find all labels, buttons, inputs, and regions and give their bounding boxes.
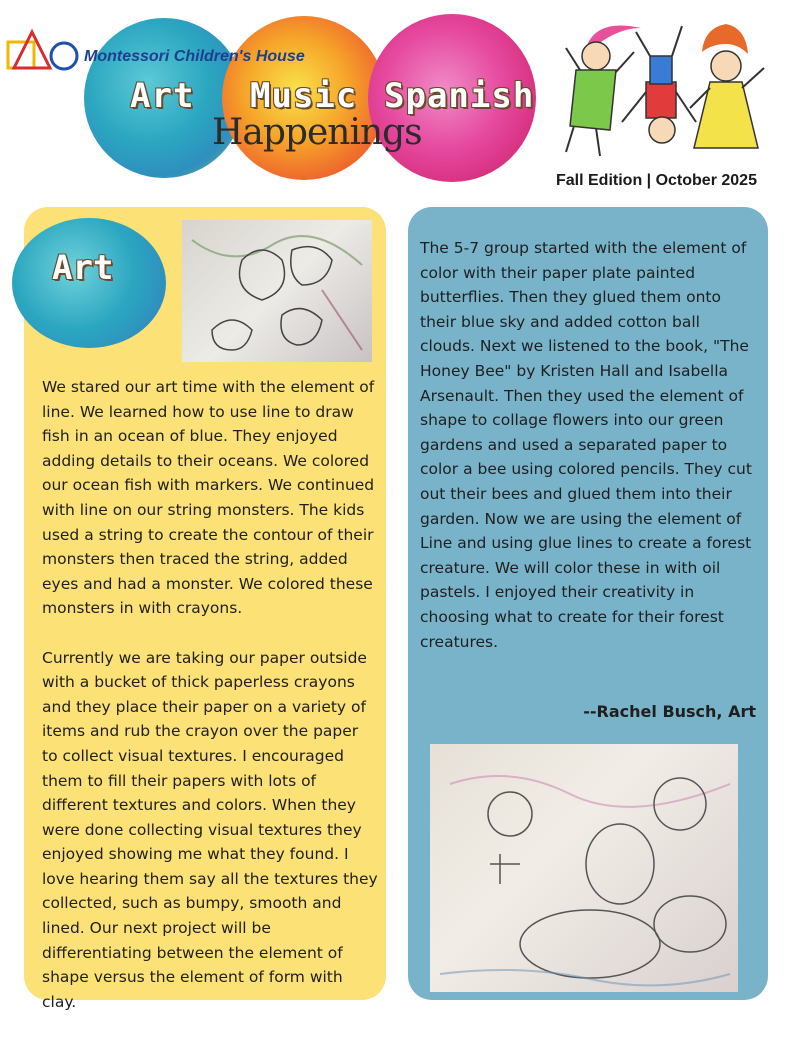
forest-creature-drawing-photo [430, 744, 738, 992]
header-word-music: Music [250, 76, 358, 116]
art-panel-text [42, 375, 378, 1039]
string-monster-drawing-photo [182, 220, 372, 362]
dancing-kids-illustration [546, 8, 782, 168]
art-paragraph-1: We stared our art time with the element of line. We learned how to use line to draw fish in an ocean of blue. They enjoyed adding details to their oceans. We colored our ocean fish with markers. We continued with line on our string monsters. The kids used a string to create the contour of their monsters then traced the string, added eyes and had a monster. We colored these monsters in with crayons. [42, 378, 375, 618]
signature: --Rachel Busch, Art [583, 702, 756, 721]
art-paragraph-2: Currently we are taking our paper outside with a bucket of thick paperless crayons and they place their paper on a variety of items and rub the crayon over the paper to collect visual textures. I encouraged them to fill their papers with lots of different textures and colors. When they were done collecting visual textures they enjoyed showing me what they found. I love hearing them say all the textures they collected, such as bumpy, smooth and lined. Our next project will be differentiating between the element of shape versus the element of form with clay. [42, 648, 378, 1011]
edition-label: Fall Edition | October 2025 [556, 172, 757, 189]
header-word-spanish: Spanish [384, 76, 535, 116]
group-5-7-paragraph: The 5-7 group started with the element of color with their paper plate painted butterflies. Then they glued them onto their blue sky and added cotton ball clouds. Next we listened to the book, "The Honey Bee" by Kristen Hall and Isabella Arsenault. Then they used the element of shape to collage flowers into our green gardens and used a separated paper to color a bee using colored pencils. They cut out their bees and glued them into their garden. Now we are using the element of Line and using glue lines to create a forest creature. We will color these in with oil pastels. I enjoyed their creativity in choosing what to create for their forest creatures. [420, 239, 752, 651]
school-logo [6, 28, 84, 74]
school-name: Montessori Children's House [84, 48, 305, 65]
group-5-7-text [420, 236, 756, 654]
art-badge-label: Art [52, 248, 114, 288]
header-word-art: Art [130, 76, 195, 116]
newsletter-title: Happenings [212, 112, 422, 153]
